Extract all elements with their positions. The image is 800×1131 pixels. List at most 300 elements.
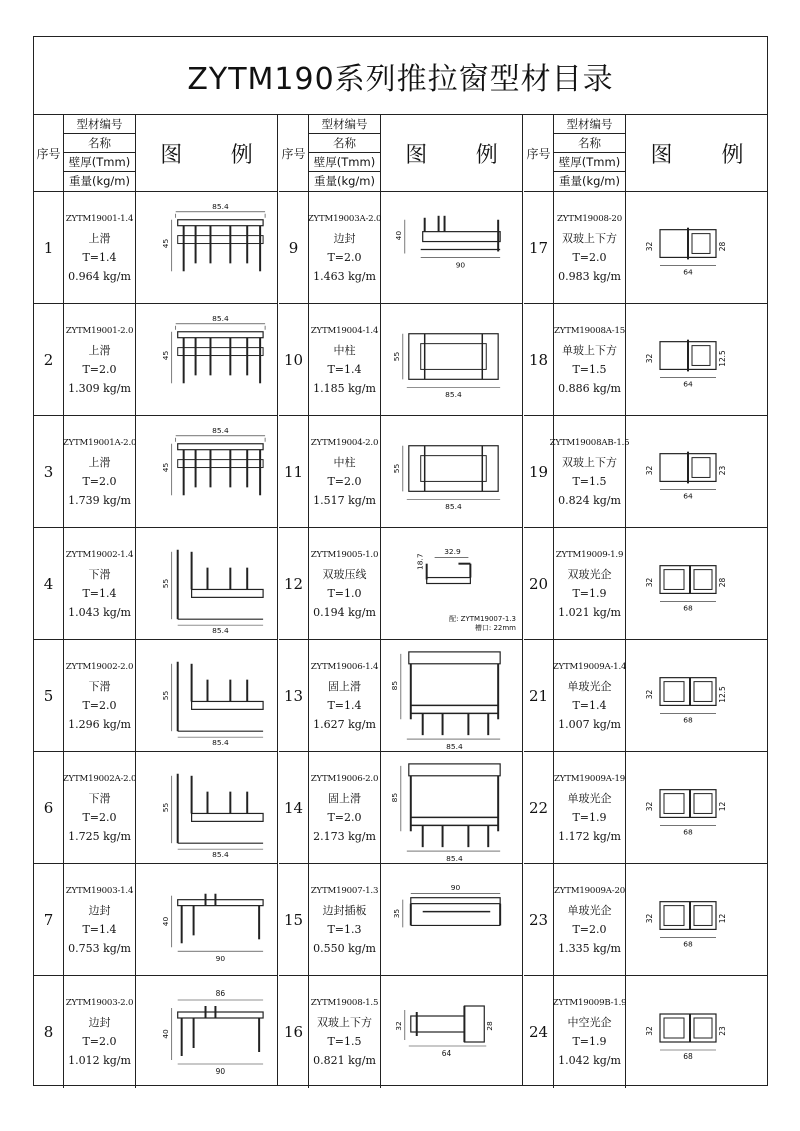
profile-weight: 1.172 kg/m [558, 829, 621, 843]
profile-code: ZYTM19003A-2.0 [307, 213, 382, 224]
profile-name: 下滑 [88, 567, 111, 581]
row-info [554, 528, 626, 639]
row-info [309, 976, 381, 1088]
profile-outline [178, 444, 263, 450]
row-info [64, 752, 136, 863]
column-header [34, 115, 277, 192]
header-name: 名称 [309, 134, 380, 153]
row-seq: 13 [279, 640, 309, 751]
row-info [64, 192, 136, 303]
profile-thickness: T=1.5 [327, 1035, 362, 1048]
profile-code: ZYTM19009-1.9 [555, 549, 624, 560]
profile-weight: 1.309 kg/m [68, 381, 131, 395]
profile-outline [178, 236, 263, 244]
catalog-row [34, 864, 277, 976]
profile-thickness: T=2.0 [327, 474, 362, 488]
profile-thickness: T=2.0 [82, 362, 117, 376]
header-code: 型材编号 [64, 115, 135, 134]
profile-name: 双玻压线 [322, 567, 367, 581]
profile-name: 双玻上下方 [317, 1016, 372, 1029]
profile-thickness: T=2.0 [327, 250, 362, 264]
profile-outline [694, 1018, 712, 1038]
profile-name: 下滑 [88, 791, 111, 805]
header-name: 名称 [554, 134, 625, 153]
row-seq: 5 [34, 640, 64, 751]
profile-outline [178, 220, 263, 226]
header-code: 型材编号 [554, 115, 625, 134]
profile-drawing [136, 528, 277, 639]
profile-drawing [381, 640, 522, 751]
catalog-row [524, 528, 768, 640]
catalog-column [524, 115, 768, 1086]
profile-code: ZYTM19008-20 [557, 213, 622, 224]
column-header [279, 115, 522, 192]
profile-diagram [626, 752, 768, 863]
dim-width: 85.4 [446, 854, 463, 863]
profile-weight: 0.194 kg/m [313, 605, 376, 619]
profile-outline [411, 1016, 465, 1032]
profile-thickness: T=2.0 [82, 1035, 117, 1048]
catalog-row [34, 304, 277, 416]
page-title: ZYTM190系列推拉窗型材目录 [34, 37, 767, 115]
dim-height: 55 [391, 463, 401, 474]
dim-width: 90 [215, 954, 226, 964]
profile-name: 下滑 [88, 679, 111, 693]
column-header [524, 115, 768, 192]
row-info [309, 752, 381, 863]
header-figure-a: 图 [650, 142, 673, 168]
profile-code: ZYTM19002A-2.0 [62, 773, 137, 784]
row-seq: 6 [34, 752, 64, 863]
profile-diagram [136, 192, 277, 303]
dim-side: 23 [717, 465, 728, 476]
profile-diagram [626, 528, 768, 639]
profile-thickness: T=1.5 [572, 362, 607, 376]
profile-outline [192, 589, 263, 597]
dim-width: 85.4 [445, 502, 462, 512]
profile-code: ZYTM19009A-20 [554, 885, 625, 896]
profile-weight: 1.627 kg/m [313, 717, 376, 731]
profile-note [449, 615, 516, 633]
profile-drawing [136, 752, 277, 863]
row-seq: 7 [34, 864, 64, 975]
dim-width: 85.4 [212, 425, 229, 435]
dim-height: 32 [644, 689, 655, 700]
row-info [554, 640, 626, 751]
profile-drawing [626, 976, 768, 1088]
profile-diagram [381, 976, 522, 1088]
profile-weight: 1.463 kg/m [313, 269, 376, 283]
row-info [64, 640, 136, 751]
row-seq: 21 [524, 640, 554, 751]
profile-diagram [136, 864, 277, 975]
profile-diagram [381, 752, 522, 863]
dim-width: 85.4 [445, 390, 462, 400]
dim-top: 86 [215, 988, 226, 999]
profile-thickness: T=1.9 [572, 586, 607, 600]
row-seq: 9 [279, 192, 309, 303]
dim-width: 85.4 [212, 850, 229, 860]
profile-diagram [136, 752, 277, 863]
profile-weight: 0.824 kg/m [558, 493, 621, 507]
profile-thickness: T=2.0 [327, 810, 362, 824]
profile-thickness: T=2.0 [82, 810, 117, 824]
profile-name: 双玻光企 [567, 567, 612, 581]
header-fields [309, 115, 381, 191]
profile-outline [664, 906, 684, 926]
profile-weight: 1.021 kg/m [558, 605, 621, 619]
row-seq: 19 [524, 416, 554, 527]
dim-height: 55 [160, 578, 170, 589]
profile-weight: 0.964 kg/m [68, 269, 131, 283]
dim-height: 45 [160, 462, 170, 473]
profile-weight: 1.043 kg/m [68, 605, 131, 619]
profile-thickness: T=1.9 [572, 810, 607, 824]
profile-name: 边封 [333, 231, 356, 245]
row-info [309, 864, 381, 975]
profile-drawing [626, 192, 768, 303]
dim-height: 40 [393, 230, 403, 241]
profile-drawing [381, 864, 522, 975]
profile-outline [694, 794, 712, 814]
profile-code: ZYTM19005-1.0 [310, 549, 379, 560]
header-weight: 重量(kg/m) [558, 174, 620, 188]
catalog-row [279, 752, 522, 864]
profile-outline [178, 460, 263, 468]
profile-outline [664, 794, 684, 814]
profile-diagram [136, 416, 277, 527]
catalog-row [524, 192, 768, 304]
profile-drawing [381, 976, 522, 1088]
row-seq: 10 [279, 304, 309, 415]
header-seq: 序号 [34, 115, 64, 191]
profile-outline [664, 1018, 684, 1038]
dim-width: 64 [683, 267, 693, 277]
profile-outline [409, 652, 500, 664]
row-seq: 8 [34, 976, 64, 1088]
header-figure [136, 115, 277, 191]
profile-diagram [381, 192, 522, 303]
profile-code: ZYTM19006-1.4 [310, 661, 379, 672]
catalog-row [279, 304, 522, 416]
dim-height: 32 [644, 465, 655, 476]
profile-thickness: T=1.4 [327, 698, 362, 712]
profile-thickness: T=2.0 [572, 922, 607, 936]
row-info [554, 864, 626, 975]
profile-drawing [626, 864, 768, 975]
profile-code: ZYTM19008AB-1.5 [549, 437, 630, 448]
catalog-row [279, 192, 522, 304]
row-seq: 2 [34, 304, 64, 415]
dim-height: 55 [391, 351, 401, 362]
dim-side: 12 [717, 801, 728, 812]
catalog-row [279, 864, 522, 976]
profile-outline [664, 570, 684, 590]
profile-code: ZYTM19008A-15 [554, 325, 625, 336]
profile-diagram [381, 640, 522, 751]
profile-name: 单玻上下方 [562, 343, 617, 357]
profile-code: ZYTM19001-2.0 [65, 325, 134, 336]
header-figure-a: 图 [160, 142, 183, 168]
profile-name: 中空光企 [567, 1016, 612, 1029]
profile-weight: 1.296 kg/m [68, 717, 131, 731]
profile-code: ZYTM19008-1.5 [310, 998, 379, 1008]
profile-thickness: T=1.3 [327, 922, 362, 936]
catalog-column [279, 115, 523, 1086]
profile-name: 中柱 [333, 343, 356, 357]
profile-thickness: T=1.4 [82, 250, 117, 264]
catalog-row [524, 304, 768, 416]
profile-drawing [136, 416, 277, 527]
profile-weight: 1.042 kg/m [558, 1054, 621, 1067]
profile-drawing [626, 528, 768, 639]
profile-thickness: T=2.0 [572, 250, 607, 264]
dim-height: 35 [391, 908, 401, 919]
header-weight: 重量(kg/m) [68, 174, 130, 188]
dim-height: 32 [645, 1026, 654, 1036]
profile-drawing [626, 304, 768, 415]
profile-weight: 0.886 kg/m [558, 381, 621, 395]
profile-weight: 1.517 kg/m [313, 493, 376, 507]
row-info [64, 304, 136, 415]
profile-drawing [136, 304, 277, 415]
row-info [309, 192, 381, 303]
profile-outline [409, 334, 498, 380]
profile-code: ZYTM19006-2.0 [310, 773, 379, 784]
profile-outline [427, 578, 471, 584]
profile-diagram [381, 864, 522, 975]
dim-height: 55 [160, 802, 170, 813]
profile-outline [411, 898, 500, 904]
dim-side: 23 [718, 1026, 727, 1036]
profile-weight: 1.739 kg/m [68, 493, 131, 507]
header-figure-b: 例 [721, 142, 744, 168]
profile-outline [464, 1006, 484, 1042]
row-seq: 12 [279, 528, 309, 639]
profile-outline [692, 346, 710, 366]
dim-side: 12 [717, 913, 728, 924]
profile-thickness: T=1.0 [327, 586, 362, 600]
dim-side: 12.5 [717, 350, 728, 367]
dim-width: 85.4 [446, 742, 463, 751]
profile-diagram [381, 416, 522, 527]
catalog-row [279, 416, 522, 528]
note-match: 配: ZYTM19007-1.3 [449, 615, 516, 623]
profile-diagram [626, 640, 768, 751]
profile-weight: 1.012 kg/m [68, 1054, 131, 1067]
dim-height: 55 [160, 690, 170, 701]
row-seq: 17 [524, 192, 554, 303]
dim-height: 45 [160, 350, 170, 361]
header-figure-a: 图 [405, 142, 428, 168]
row-info [554, 192, 626, 303]
profile-name: 固上滑 [328, 791, 361, 805]
profile-outline [694, 570, 712, 590]
row-seq: 11 [279, 416, 309, 527]
dim-side: 28 [717, 241, 728, 252]
header-seq: 序号 [279, 115, 309, 191]
header-fields [64, 115, 136, 191]
dim-width: 85.4 [212, 201, 229, 211]
profile-name: 边封插板 [322, 903, 367, 917]
row-info [554, 752, 626, 863]
profile-outline [178, 332, 263, 338]
profile-outline [664, 682, 684, 702]
header-figure-b: 例 [475, 142, 498, 168]
row-seq: 22 [524, 752, 554, 863]
dim-height: 32 [644, 801, 655, 812]
dim-height: 85 [389, 792, 399, 803]
row-info [554, 976, 626, 1088]
row-seq: 15 [279, 864, 309, 975]
profile-name: 固上滑 [328, 679, 361, 693]
header-figure [381, 115, 522, 191]
catalog-row [524, 640, 768, 752]
profile-outline [421, 456, 487, 482]
dim-width: 32.9 [444, 546, 461, 556]
profile-code: ZYTM19001A-2.0 [62, 437, 137, 448]
profile-weight: 2.173 kg/m [313, 829, 376, 843]
profile-diagram [626, 304, 768, 415]
profile-drawing [626, 640, 768, 751]
profile-outline [178, 348, 263, 356]
profile-drawing [136, 640, 277, 751]
profile-drawing [381, 752, 522, 863]
profile-diagram [136, 976, 277, 1088]
row-info [309, 640, 381, 751]
profile-code: ZYTM19002-2.0 [65, 661, 134, 672]
dim-height: 32 [393, 1021, 403, 1031]
dim-width: 68 [683, 715, 693, 725]
dim-height: 85 [389, 680, 399, 691]
profile-weight: 1.185 kg/m [313, 381, 376, 395]
row-info [309, 416, 381, 527]
dim-height: 40 [160, 1029, 170, 1039]
dim-width: 68 [683, 939, 693, 949]
row-info [554, 304, 626, 415]
profile-code: ZYTM19001-1.4 [65, 213, 134, 224]
dim-width: 64 [683, 491, 693, 501]
catalog-row [34, 640, 277, 752]
profile-weight: 0.983 kg/m [558, 269, 621, 283]
profile-code: ZYTM19009A-1.4 [552, 661, 627, 672]
header-thickness: 壁厚(Tmm) [64, 153, 135, 172]
profile-code: ZYTM19007-1.3 [310, 885, 379, 896]
profile-outline [423, 232, 500, 242]
profile-weight: 1.335 kg/m [558, 941, 621, 955]
dim-width: 85.4 [212, 313, 229, 323]
profile-weight: 0.821 kg/m [313, 1054, 376, 1067]
catalog-column [34, 115, 278, 1086]
dim-width: 90 [215, 1066, 226, 1077]
catalog-sheet [33, 36, 768, 1086]
row-info [309, 528, 381, 639]
profile-code: ZYTM19009B-1.9 [552, 998, 627, 1008]
profile-outline [692, 234, 710, 254]
row-info [64, 528, 136, 639]
profile-thickness: T=2.0 [82, 698, 117, 712]
row-info [549, 416, 630, 527]
profile-thickness: T=1.4 [572, 698, 607, 712]
dim-width: 64 [683, 379, 693, 389]
profile-outline [692, 458, 710, 478]
catalog-row [34, 528, 277, 640]
profile-code: ZYTM19004-2.0 [310, 437, 379, 448]
dim-height: 18.7 [415, 553, 425, 570]
dim-height: 32 [644, 353, 655, 364]
profile-outline [178, 1012, 263, 1018]
profile-drawing [136, 864, 277, 975]
row-seq: 24 [524, 976, 554, 1088]
dim-side: 28 [485, 1021, 495, 1031]
profile-code: ZYTM19009A-19 [554, 773, 625, 784]
dim-width: 90 [455, 260, 466, 270]
profile-thickness: T=1.4 [82, 586, 117, 600]
profile-diagram [626, 192, 768, 303]
catalog-row [279, 976, 522, 1088]
catalog-row [279, 528, 522, 640]
profile-outline [421, 344, 487, 370]
dim-width: 64 [441, 1048, 452, 1059]
profile-diagram [136, 528, 277, 639]
profile-weight: 1.007 kg/m [558, 717, 621, 731]
header-code: 型材编号 [309, 115, 380, 134]
row-info [309, 304, 381, 415]
profile-name: 双玻上下方 [562, 231, 617, 245]
header-thickness: 壁厚(Tmm) [554, 153, 625, 172]
profile-name: 边封 [88, 903, 111, 917]
row-info [64, 416, 136, 527]
catalog-row [34, 192, 277, 304]
profile-drawing [626, 416, 768, 527]
profile-code: ZYTM19004-1.4 [310, 325, 379, 336]
profile-outline [192, 813, 263, 821]
catalog-row [34, 752, 277, 864]
row-info [64, 864, 136, 975]
profile-weight: 0.753 kg/m [68, 941, 131, 955]
profile-drawing [136, 192, 277, 303]
profile-outline [409, 446, 498, 492]
dim-height: 40 [160, 916, 170, 927]
dim-width: 85.4 [212, 738, 229, 748]
header-fields [554, 115, 626, 191]
row-seq: 16 [279, 976, 309, 1088]
profile-name: 边封 [88, 1016, 111, 1029]
profile-diagram [136, 304, 277, 415]
header-figure-b: 例 [230, 142, 253, 168]
profile-weight: 1.725 kg/m [68, 829, 131, 843]
dim-side: 12.5 [717, 686, 728, 703]
profile-drawing [381, 192, 522, 303]
profile-thickness: T=2.0 [82, 474, 117, 488]
note-slot: 槽口: 22mm [474, 624, 516, 632]
profile-outline [178, 900, 263, 906]
profile-drawing [381, 304, 522, 415]
profile-drawing [136, 976, 277, 1088]
profile-code: ZYTM19003-1.4 [65, 885, 134, 896]
dim-width: 68 [683, 827, 693, 837]
profile-weight: 0.550 kg/m [313, 941, 376, 955]
catalog-row [524, 752, 768, 864]
profile-thickness: T=1.4 [82, 922, 117, 936]
profile-outline [694, 682, 712, 702]
row-seq: 20 [524, 528, 554, 639]
row-seq: 1 [34, 192, 64, 303]
row-seq: 3 [34, 416, 64, 527]
profile-diagram [626, 976, 768, 1088]
dim-side: 28 [717, 577, 728, 588]
catalog-row [524, 416, 768, 528]
